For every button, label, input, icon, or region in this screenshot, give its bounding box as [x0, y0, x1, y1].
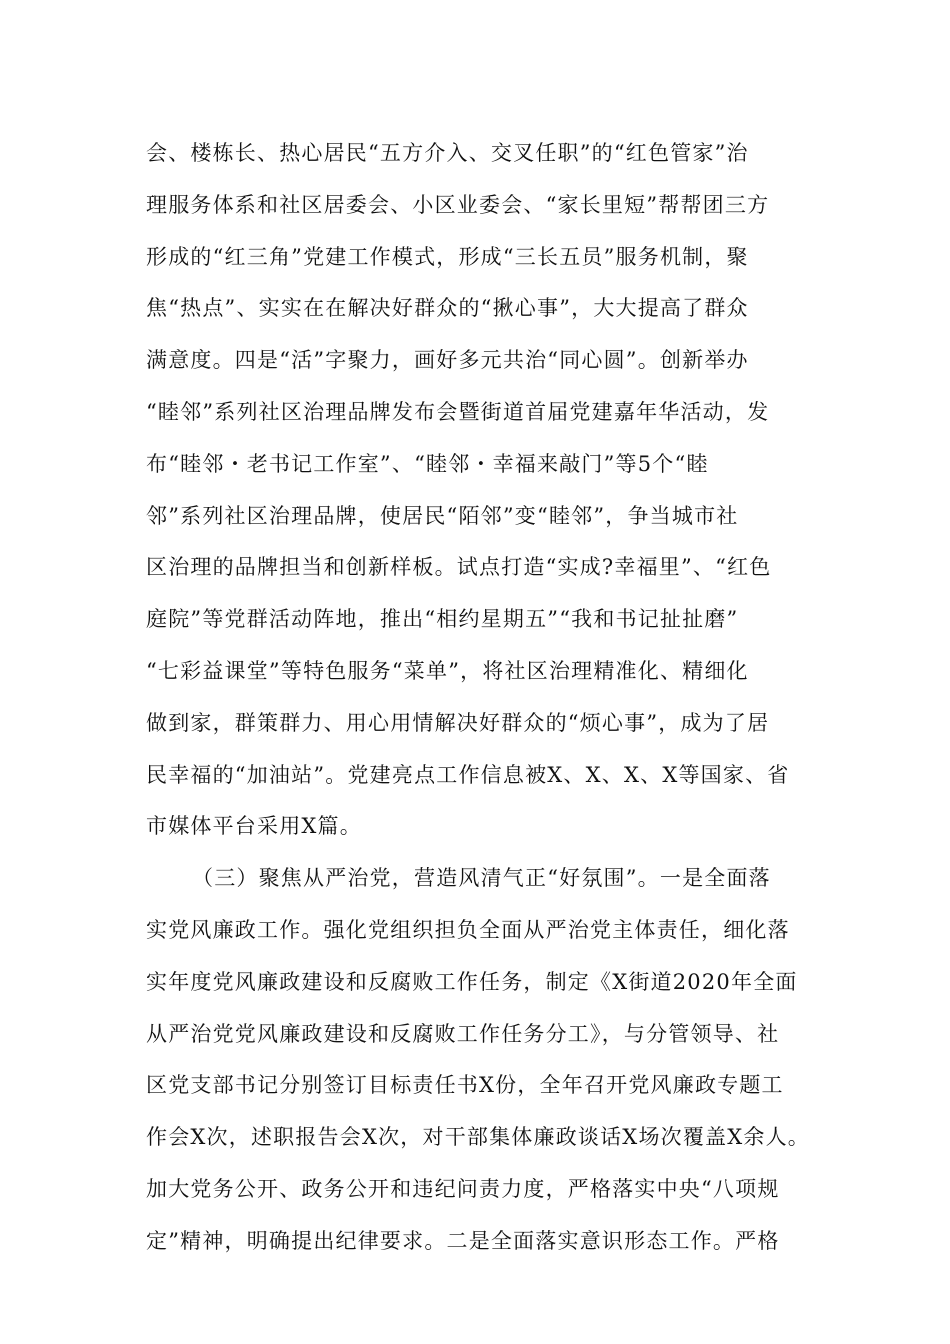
- text-line: 定”精神，明确提出纪律要求。二是全面落实意识形态工作。严格: [146, 1228, 780, 1253]
- text-line: “睦邻”系列社区治理品牌发布会暨街道首届党建嘉年华活动，发: [146, 399, 770, 424]
- text-line: 民幸福的“加油站”。党建亮点工作信息被X、X、X、X等国家、省: [146, 762, 790, 787]
- text-line: 区治理的品牌担当和创新样板。试点打造“实成?幸福里”、“红色: [146, 555, 772, 580]
- text-line: 布“睦邻・老书记工作室”、“睦邻・幸福来敲门”等5个“睦: [146, 451, 709, 476]
- text-line: 理服务体系和社区居委会、小区业委会、“家长里短”帮帮团三方: [146, 192, 770, 217]
- text-line: 邻”系列社区治理品牌，使居民“陌邻”变“睦邻”，争当城市社: [146, 503, 739, 528]
- text-line: 市媒体平台采用X篇。: [146, 814, 362, 839]
- text-line: 做到家，群策群力、用心用情解决好群众的“烦心事”，成为了居: [146, 710, 770, 735]
- text-line: 实年度党风廉政建设和反腐败工作任务，制定《X街道2020年全面: [146, 969, 798, 994]
- body-text: [146, 128, 836, 1268]
- text-line: “七彩益课堂”等特色服务“菜单”，将社区治理精准化、精细化: [146, 658, 749, 683]
- text-line: 实党风廉政工作。强化党组织担负全面从严治党主体责任，细化落: [146, 917, 790, 942]
- text-line: 区党支部书记分别签订目标责任书X份，全年召开党风廉政专题工: [146, 1073, 784, 1098]
- text-line: 加大党务公开、政务公开和违纪问责力度，严格落实中央“八项规: [146, 1176, 780, 1201]
- text-line: 作会X次，述职报告会X次，对干部集体廉政谈话X场次覆盖X余人。: [146, 1125, 810, 1150]
- text-line: 满意度。四是“活”字聚力，画好多元共治“同心圆”。创新举办: [146, 348, 749, 373]
- text-line: 从严治党党风廉政建设和反腐败工作任务分工》，与分管领导、社: [146, 1021, 780, 1046]
- text-line: 焦“热点”、实实在在解决好群众的“揪心事”，大大提高了群众: [146, 296, 749, 321]
- text-line: 形成的“红三角”党建工作模式，形成“三长五员”服务机制，聚: [146, 244, 749, 269]
- text-line: 会、楼栋长、热心居民“五方介入、交叉任职”的“红色管家”治: [146, 141, 749, 165]
- text-line: 庭院”等党群活动阵地，推出“相约星期五”“我和书记扯扯磨”: [146, 607, 739, 632]
- section-heading-line: （三）聚焦从严治党，营造风清气正“好氛围”。一是全面落: [192, 866, 771, 891]
